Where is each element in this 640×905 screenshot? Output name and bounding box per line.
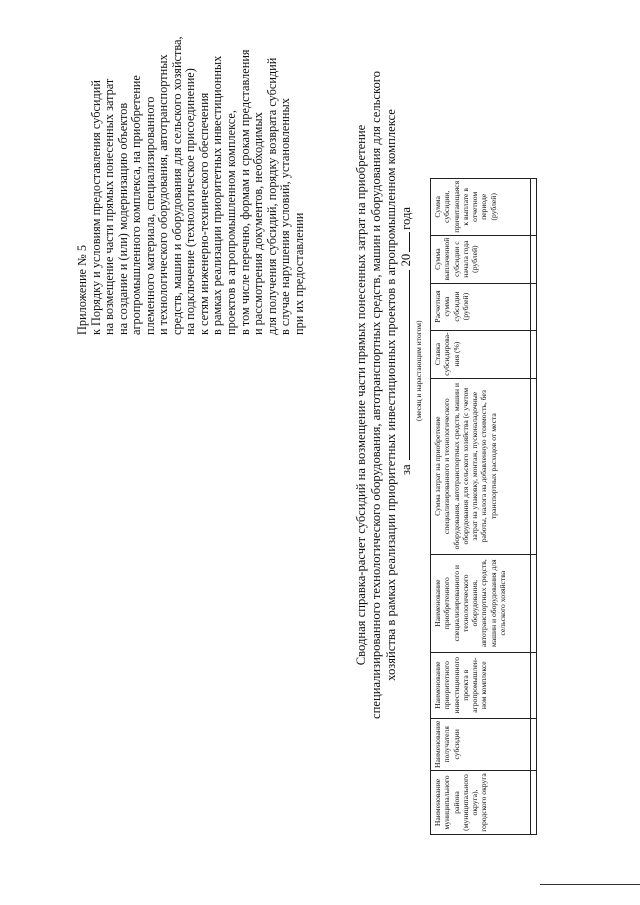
- document-title: [354, 35, 399, 755]
- appendix-line: на подключение (технологическое присоединение): [183, 68, 198, 335]
- table-header-row: [431, 178, 531, 834]
- period-suffix: года: [399, 207, 413, 230]
- appendix-line: проектов в агропромышленном комплексе,: [224, 110, 239, 335]
- period-month-blank[interactable]: [398, 270, 410, 460]
- appendix-block: [76, 15, 306, 335]
- col-header-municipality: Наименование муниципального района (муниципального округа), городского округа: [431, 771, 531, 835]
- table-row: [531, 178, 537, 834]
- title-line: Сводная справка-расчет субсидий на возмещение части прямых понесенных затрат на приобретение: [354, 124, 368, 666]
- period-line: [398, 207, 414, 475]
- period-prefix: за: [399, 464, 413, 475]
- col-header-equipment: Наименование приобретенного специализированного и технологического оборудования, автотранспортных средств, машин и оборудования для сельского хозяйства: [431, 554, 531, 652]
- period-mid: 20: [399, 253, 413, 267]
- col-header-paid-sum: Сумма выплаченной субсидии с начала года (рублей): [431, 235, 531, 283]
- col-header-project: Наименование приоритетного инвестиционного проекта в агропромышлен-ном комплексе: [431, 652, 531, 718]
- col-header-rate: Ставка субсидирова-ния (%): [431, 330, 531, 378]
- appendix-line: на возмещение части прямых понесенных затрат: [102, 78, 117, 335]
- col-header-calc-sum: Расчетная сумма субсидии (рублей): [431, 283, 531, 330]
- appendix-line: в рамках реализации приоритетных инвестиционных: [210, 55, 225, 335]
- appendix-line: племенного материала, специализированного: [142, 96, 157, 335]
- title-line: хозяйства в рамках реализации приоритетных инвестиционных проектов в агропромышленном комплексе: [384, 109, 398, 681]
- appendix-line: и рассмотрения документов, необходимых: [251, 112, 266, 335]
- appendix-line: к Порядку и условиям предоставления субсидий: [88, 80, 103, 335]
- scan-edge-line: [540, 884, 640, 885]
- appendix-line: для получения субсидий, порядку возврата субсидий: [264, 57, 279, 335]
- col-header-recipient: Наименование получателя субсидии: [431, 718, 531, 770]
- appendix-line: в том числе перечню, формам и срокам представления: [237, 49, 252, 335]
- appendix-line: к сетям инженерно-технического обеспечения: [196, 92, 211, 335]
- col-header-costs: Сумма затрат на приобретение специализированного и технологического оборудования, автотранспортных средств, машин и оборудования для сельского хозяйства (с учетом затрат на упаковку, монтаж, пусконаладочные работы, налога на добавленную стоимость, без транспортных расходов от места: [431, 378, 531, 554]
- appendix-line: Приложение № 5: [75, 244, 89, 335]
- appendix-line: в случае нарушения условий, установленных: [278, 98, 293, 335]
- appendix-line: и технологического оборудования, автотранспортных: [156, 54, 171, 335]
- appendix-line: на создание и (или) модернизацию объектов: [115, 102, 130, 335]
- appendix-line: агропромышленного комплекса, на приобретение: [129, 75, 144, 335]
- col-header-due-sum: Сумма субсидии, причитающаяся к выплате в отчетном периоде (рублей): [431, 178, 531, 235]
- appendix-line: при их предоставлении: [291, 212, 306, 335]
- period-caption: (месяц и нарастающим итогом): [414, 320, 423, 421]
- subsidy-table: [430, 178, 537, 835]
- appendix-line: средств, машин и оборудования для сельского хозяйства,: [169, 36, 184, 335]
- period-year-blank[interactable]: [398, 232, 410, 252]
- title-line: специализированного технологического оборудования, автотранспортных средств, машин и оборудования для сельского: [369, 71, 383, 719]
